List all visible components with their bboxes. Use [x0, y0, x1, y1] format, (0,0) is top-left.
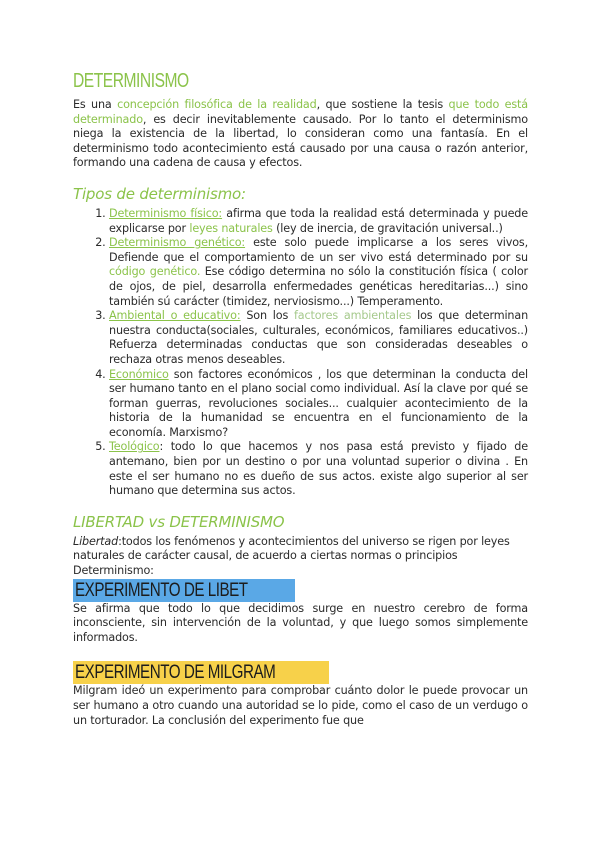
document-page [73, 70, 528, 728]
libertad-heading: LIBERTAD vs DETERMINISMO [73, 512, 285, 531]
intro-text-2: , que sostiene la tesis [316, 98, 449, 111]
page-title: DETERMINISMO [73, 70, 189, 92]
intro-text-3: , es decir inevitablemente causado. Por lo tanto el determinismo niega la existencia de la libertad, lo consideran como una fantasía. En el determinismo todo acontecimiento está causado por una causa o razón anterior, formando una cadena de causa y efectos. [73, 112, 528, 170]
type-highlight: código genético. [109, 265, 201, 279]
type-text: este solo puede implicarse a los seres vivos, Defiende que el comportamiento de un ser vivo está determinado por su [109, 236, 528, 264]
list-item [109, 309, 528, 367]
type-text: afirma que toda la realidad está determinada y puede explicarse por [109, 206, 528, 235]
types-heading: Tipos de determinismo: [73, 184, 246, 203]
type-text: son factores económicos , los que determinan la conducta del ser humano tanto en el plano social como individual. Así la clave por qué se forman guerras, revoluciones sociales... cualquier acontecimiento de la historia de la humanidad se encuentra en el funcionamiento de la economía. Marxismo? [109, 367, 528, 439]
list-item [109, 440, 528, 498]
milgram-paragraph: Milgram ideó un experimento para comprobar cuánto dolor le puede provocar un ser humano a otro cuando una autoridad se lo pide, como el caso de un verdugo o un torturador. La conclusión del experimento fue que [73, 684, 528, 727]
list-item [109, 368, 528, 441]
spacer [73, 645, 528, 661]
intro-text-1: Es una [73, 98, 118, 111]
milgram-title [73, 661, 329, 684]
type-text-2: los que determinan nuestra conducta(sociales, culturales, económicos, familiares educativos..) Refuerza determinadas conductas que son consideradas deseables o rechaza otras menos deseables. [109, 309, 529, 366]
libet-paragraph: Se afirma que todo lo que decidimos surge en nuestro cerebro de forma inconsciente, sin intervención de la voluntad, y que luego somos simplemente informados. [73, 601, 528, 644]
type-highlight: leyes naturales [189, 221, 273, 235]
type-term[interactable]: Teológico [109, 440, 160, 454]
type-term[interactable]: Determinismo genético: [109, 236, 246, 250]
type-highlight: factores ambientales [294, 309, 412, 323]
list-item [109, 207, 528, 236]
libertad-lead: Libertad [73, 534, 119, 548]
libet-title [73, 579, 295, 602]
determinismo-label: Determinismo: [73, 564, 154, 578]
type-term[interactable]: Económico [109, 367, 169, 381]
type-term[interactable]: Determinismo físico: [109, 206, 223, 220]
libet-title-text: EXPERIMENTO DE LIBET [75, 579, 248, 601]
milgram-title-text: EXPERIMENTO DE MILGRAM [75, 662, 276, 684]
type-text: Son los [240, 309, 294, 323]
list-item [109, 236, 528, 309]
intro-highlight-1: concepción filosófica de la realidad [117, 98, 317, 111]
intro-highlight-2: que todo está determinado [73, 98, 529, 126]
intro-paragraph [73, 98, 528, 171]
type-text-2: Ese código determina no sólo la constitución física ( color de ojos, de piel, desarrolla enfermedades genéticas hereditarias...) sino también sú carácter (timidez, nerviosismo...) Temperamento. [109, 265, 528, 308]
type-text: : todo lo que hacemos y nos pasa está previsto y fijado de antemano, bien por un destino o por una voluntad superior o divina . En este el ser humano no es dueño de sus actos. existe algo superior al ser humano que determina sus actos. [109, 440, 528, 498]
libertad-paragraph [73, 535, 528, 579]
type-text-2: (ley de inercia, de gravitación universal..) [272, 221, 503, 235]
type-term[interactable]: Ambiental o educativo: [109, 309, 241, 323]
types-list [73, 207, 528, 499]
libertad-text: :todos los fenómenos y acontecimientos del universo se rigen por leyes naturales de carácter causal, de acuerdo a ciertas normas o principios [73, 534, 510, 563]
